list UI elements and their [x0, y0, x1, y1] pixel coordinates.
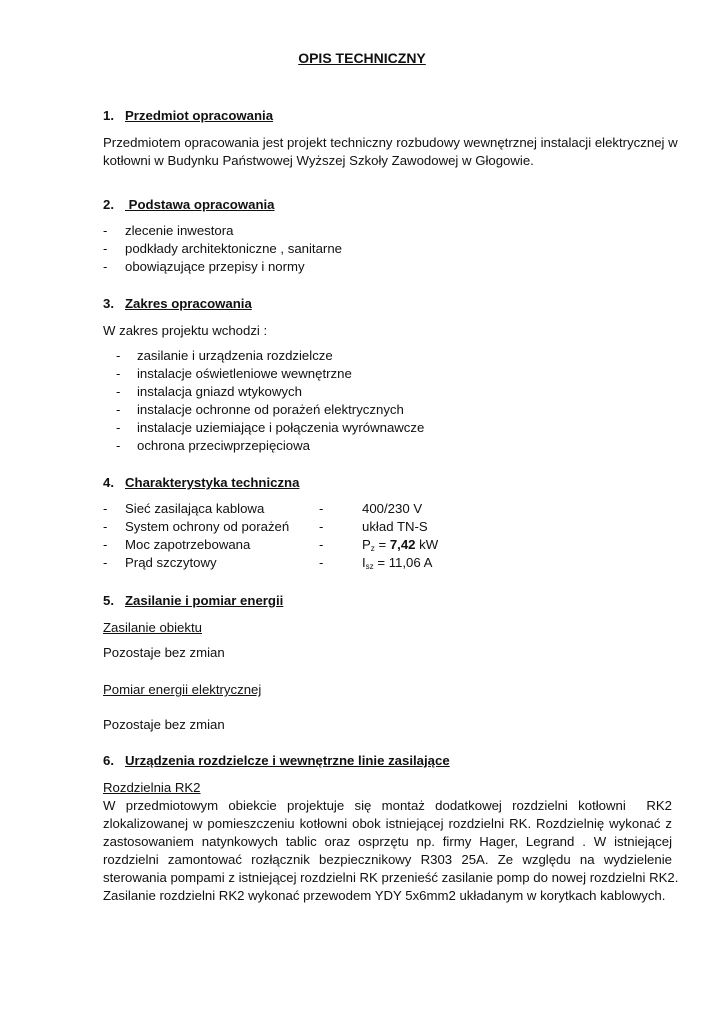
spec-label: Moc zapotrzebowana	[125, 537, 251, 552]
paragraph-line: sterowania pompami z istniejącej rozdzielni RK przenieść zasilanie pomp do nowej rozdzielni RK2.	[103, 870, 679, 885]
section-1-number: 1.	[103, 108, 114, 123]
spec-label: Sieć zasilająca kablowa	[125, 501, 265, 516]
paragraph-line: zlokalizowanej w pomieszczeniu kotłowni obok istniejącej rozdzielni RK. Rozdzielnię wykonać z	[103, 816, 672, 831]
list-item: - obowiązujące przepisy i normy	[103, 259, 305, 274]
section-6-heading	[103, 752, 450, 770]
list-item: - instalacja gniazd wtykowych	[116, 384, 302, 399]
section-2-title: Podstawa opracowania	[125, 197, 275, 212]
subheading-zasilanie: Zasilanie obiektu	[103, 620, 202, 635]
section-4-number: 4.	[103, 475, 114, 490]
section-5-heading	[103, 592, 284, 610]
list-item: - instalacje oświetleniowe wewnętrzne	[116, 366, 352, 381]
section-5-title: Zasilanie i pomiar energii	[125, 593, 284, 608]
paragraph: Pozostaje bez zmian	[103, 645, 225, 660]
subheading-pomiar: Pomiar energii elektrycznej	[103, 682, 262, 697]
section-4-title: Charakterystyka techniczna	[125, 475, 300, 490]
spec-value: $I_{sz} = 11,06$ A	[362, 555, 433, 571]
table-row: - Sieć zasilająca kablowa - 400/230 V	[103, 501, 423, 516]
spec-value: $P_z = 7,42$ kW	[362, 537, 439, 553]
paragraph-line: Zasilanie rozdzielni RK2 wykonać przewodem YDY 5x6mm2 układanym w korytkach kablowych.	[103, 888, 666, 903]
spec-label: System ochrony od porażeń	[125, 519, 290, 534]
section-1-paragraph	[103, 134, 678, 170]
section-6-number: 6.	[103, 753, 114, 768]
list-item: - instalacje uziemiające i połączenia wyrównawcze	[116, 420, 425, 435]
section-3-number: 3.	[103, 296, 114, 311]
paragraph-line: rozdzielni zamontować rozłącznik bezpiecznikowy R303 25A. Ze względu na wydzielenie	[103, 852, 672, 867]
section-3-title: Zakres opracowania	[125, 296, 252, 311]
table-row: - Prąd szczytowy - $I_{sz} = 11,06$ A	[103, 554, 663, 572]
table-row: - Moc zapotrzebowana - $P_z = 7,42$ kW	[103, 536, 663, 554]
table-row: - System ochrony od porażeń - układ TN-S	[103, 519, 428, 534]
section-5-number: 5.	[103, 593, 114, 608]
paragraph-line: W przedmiotowym obiekcie projektuje się montaż dodatkowej rozdzielni kotłowni RK2	[103, 798, 672, 813]
section-2-heading	[103, 196, 275, 214]
list-item: - zasilanie i urządzenia rozdzielcze	[116, 348, 333, 363]
list-item: - ochrona przeciwprzepięciowa	[116, 438, 310, 453]
spec-value: 400/230 V	[362, 501, 423, 516]
paragraph: Pozostaje bez zmian	[103, 717, 225, 732]
list-item: - podkłady architektoniczne , sanitarne	[103, 241, 342, 256]
section-4-heading	[103, 474, 300, 492]
section-3-heading	[103, 295, 252, 313]
section-1-heading	[103, 107, 274, 125]
paragraph-line: zastosowaniem natynkowych tablic oraz osprzętu np. firmy Hager, Legrand . W istniejącej	[103, 834, 672, 849]
section-2-number: 2.	[103, 197, 114, 212]
section-1-line-2: kotłowni w Budynku Państwowej Wyższej Szkoły Zawodowej w Głogowie.	[103, 153, 534, 168]
list-item: - instalacje ochronne od porażeń elektrycznych	[116, 402, 404, 417]
section-6-title: Urządzenia rozdzielcze i wewnętrzne linie zasilające	[125, 753, 450, 768]
spec-value: układ TN-S	[362, 519, 428, 534]
section-6-paragraph	[103, 797, 679, 905]
section-1-line-1: Przedmiotem opracowania jest projekt techniczny rozbudowy wewnętrznej instalacji elektrycznej w	[103, 135, 678, 150]
document-title: OPIS TECHNICZNY	[298, 50, 426, 66]
spec-label: Prąd szczytowy	[125, 555, 217, 570]
subheading-rozdzielnia: Rozdzielnia RK2	[103, 780, 201, 795]
section-1-title: Przedmiot opracowania	[125, 108, 274, 123]
section-3-intro: W zakres projektu wchodzi :	[103, 323, 268, 338]
list-item: - zlecenie inwestora	[103, 223, 234, 238]
